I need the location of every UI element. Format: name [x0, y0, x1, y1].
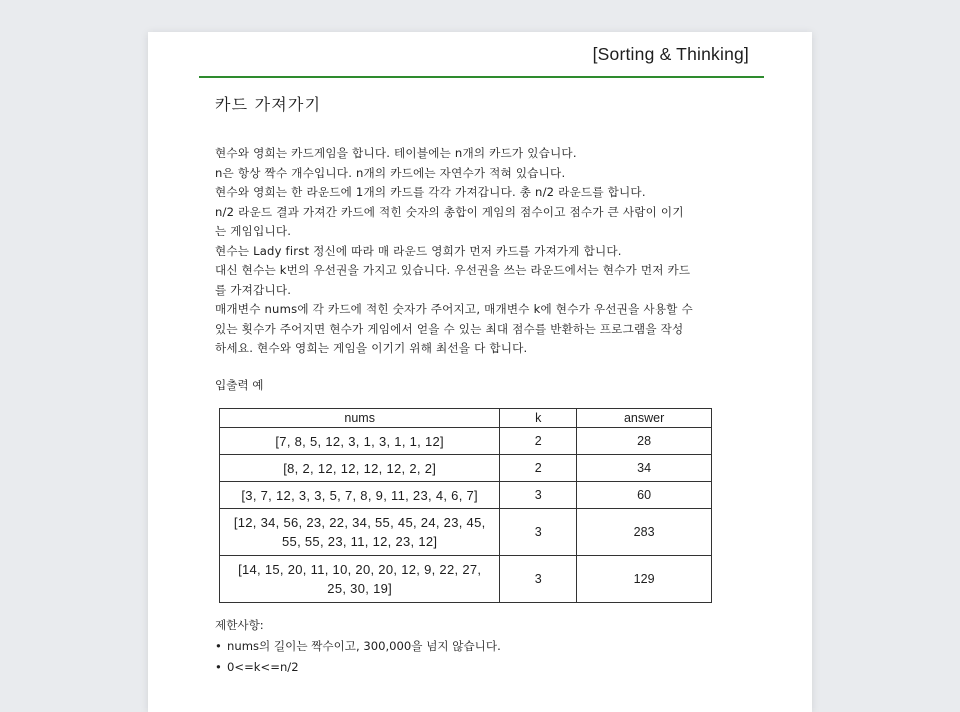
- nums-text: [8, 2, 12, 12, 12, 12, 2, 2]: [283, 460, 437, 476]
- bullet-icon: •: [215, 639, 222, 653]
- k-cell: 3: [500, 509, 577, 556]
- header-title: [Sorting & Thinking]: [592, 44, 749, 64]
- table-row: [220, 509, 712, 556]
- nums-text: [3, 7, 12, 3, 3, 5, 7, 8, 9, 11, 23, 4, 6, 7]: [241, 487, 478, 503]
- k-cell: 3: [500, 556, 577, 603]
- answer-cell: 28: [577, 428, 712, 455]
- constraint-item: [215, 636, 501, 657]
- description-line: 현수와 영희는 한 라운드에 1개의 카드를 각각 가져갑니다. 총 n/2 라운드를 합니다.: [215, 185, 646, 199]
- nums-cell: [220, 509, 500, 556]
- description-line: 대신 현수는 k번의 우선권을 가지고 있습니다. 우선권을 쓰는 라운드에서는 현수가 먼저 카드: [215, 263, 691, 277]
- column-header-answer: answer: [577, 409, 712, 428]
- answer-cell: 34: [577, 455, 712, 482]
- description-line: 현수와 영희는 카드게임을 합니다. 테이블에는 n개의 카드가 있습니다.: [215, 146, 577, 160]
- description-line: n/2 라운드 결과 가져간 카드에 적힌 숫자의 총합이 게임의 점수이고 점수가 큰 사람이 이기: [215, 204, 684, 219]
- table-row: [220, 455, 712, 482]
- table-row: [220, 482, 712, 509]
- description-line: 현수는 Lady first 정신에 따라 매 라운드 영희가 먼저 카드를 가져가게 합니다.: [215, 243, 622, 258]
- header-divider: [199, 76, 764, 78]
- nums-text: 55, 55, 23, 11, 12, 23, 12]: [282, 534, 438, 549]
- examples-table: [219, 408, 712, 603]
- document-page: [148, 32, 812, 712]
- constraints-list: [215, 636, 501, 678]
- examples-heading: 입출력 예: [215, 378, 264, 392]
- constraint-text: nums의 길이는 짝수이고, 300,000을 넘지 않습니다.: [227, 639, 501, 653]
- constraints-heading: 제한사항:: [215, 618, 264, 632]
- table-row: [220, 428, 712, 455]
- description-line: 를 가져갑니다.: [215, 282, 292, 297]
- k-cell: 2: [500, 455, 577, 482]
- nums-text: [12, 34, 56, 23, 22, 34, 55, 45, 24, 23, 45,: [233, 515, 486, 530]
- k-cell: 3: [500, 482, 577, 509]
- nums-cell: [220, 428, 500, 455]
- constraint-item: [215, 657, 501, 678]
- answer-cell: 283: [577, 509, 712, 556]
- problem-description: [215, 144, 748, 359]
- column-header-k: k: [500, 409, 577, 428]
- answer-cell: 60: [577, 482, 712, 509]
- nums-cell: [220, 482, 500, 509]
- description-line: n은 항상 짝수 개수입니다. n개의 카드에는 자연수가 적혀 있습니다.: [215, 165, 566, 180]
- description-line: 하세요. 현수와 영희는 게임을 이기기 위해 최선을 다 합니다.: [215, 341, 528, 355]
- answer-cell: 129: [577, 556, 712, 603]
- table-header-row: [220, 409, 712, 428]
- column-header-nums: nums: [220, 409, 500, 428]
- description-line: 있는 횟수가 주어지면 현수가 게임에서 얻을 수 있는 최대 점수를 반환하는 프로그램을 작성: [215, 321, 684, 336]
- k-cell: 2: [500, 428, 577, 455]
- nums-text: [14, 15, 20, 11, 10, 20, 20, 12, 9, 22, 27,: [238, 562, 482, 577]
- constraint-text: 0<=k<=n/2: [227, 660, 299, 674]
- nums-text: [7, 8, 5, 12, 3, 1, 3, 1, 1, 12]: [275, 433, 444, 449]
- description-line: 매개변수 nums에 각 카드에 적힌 숫자가 주어지고, 매개변수 k에 현수가 우선권을 사용할 수: [215, 302, 693, 316]
- nums-cell: [220, 556, 500, 603]
- nums-cell: [220, 455, 500, 482]
- problem-title: 카드 가져가기: [215, 95, 322, 114]
- nums-text: 25, 30, 19]: [327, 581, 393, 596]
- table-row: [220, 556, 712, 603]
- description-line: 는 게임입니다.: [215, 224, 292, 238]
- bullet-icon: •: [215, 660, 222, 674]
